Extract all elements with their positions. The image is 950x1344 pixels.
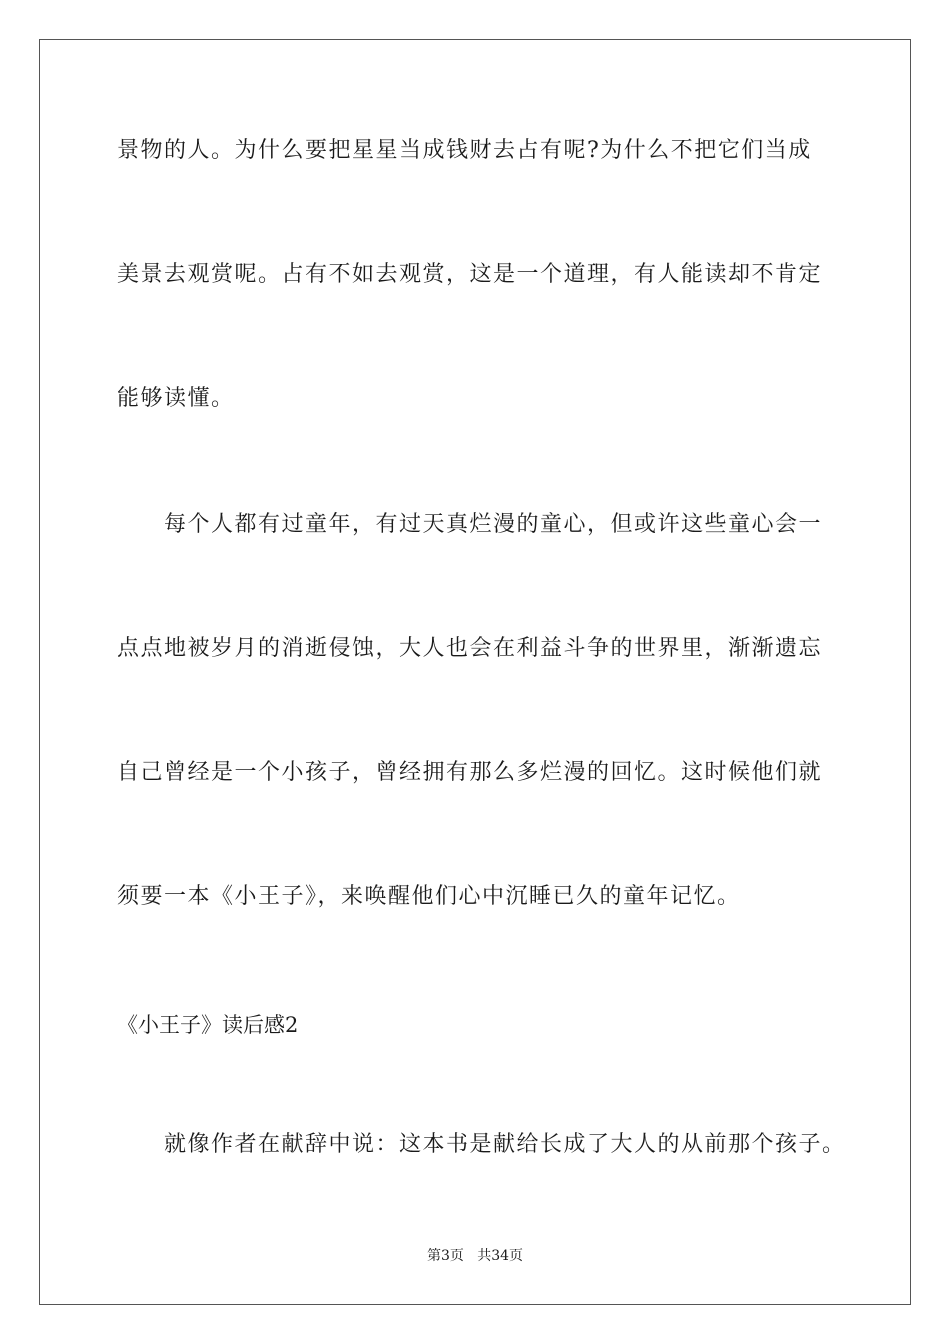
paragraph-line: 就像作者在献辞中说：这本书是献给长成了大人的从前那个孩子。 — [164, 1132, 846, 1157]
paragraph-line: 景物的人。为什么要把星星当成钱财去占有呢?为什么不把它们当成 — [117, 138, 812, 163]
paragraph-line: 美景去观赏呢。占有不如去观赏，这是一个道理，有人能读却不肯定 — [117, 262, 823, 287]
paragraph-line: 自己曾经是一个小孩子，曾经拥有那么多烂漫的回忆。这时候他们就 — [117, 760, 823, 785]
paragraph-line: 能够读懂。 — [117, 386, 235, 411]
section-heading: 《小王子》读后感2 — [117, 1013, 299, 1037]
paragraph-line: 点点地被岁月的消逝侵蚀，大人也会在利益斗争的世界里，渐渐遗忘 — [117, 636, 823, 661]
paragraph-line: 每个人都有过童年，有过天真烂漫的童心，但或许这些童心会一 — [164, 512, 823, 537]
page-border — [39, 39, 911, 1305]
page-number-footer: 第3页 共34页 — [426, 1248, 524, 1264]
paragraph-line: 须要一本《小王子》，来唤醒他们心中沉睡已久的童年记忆。 — [117, 884, 741, 909]
